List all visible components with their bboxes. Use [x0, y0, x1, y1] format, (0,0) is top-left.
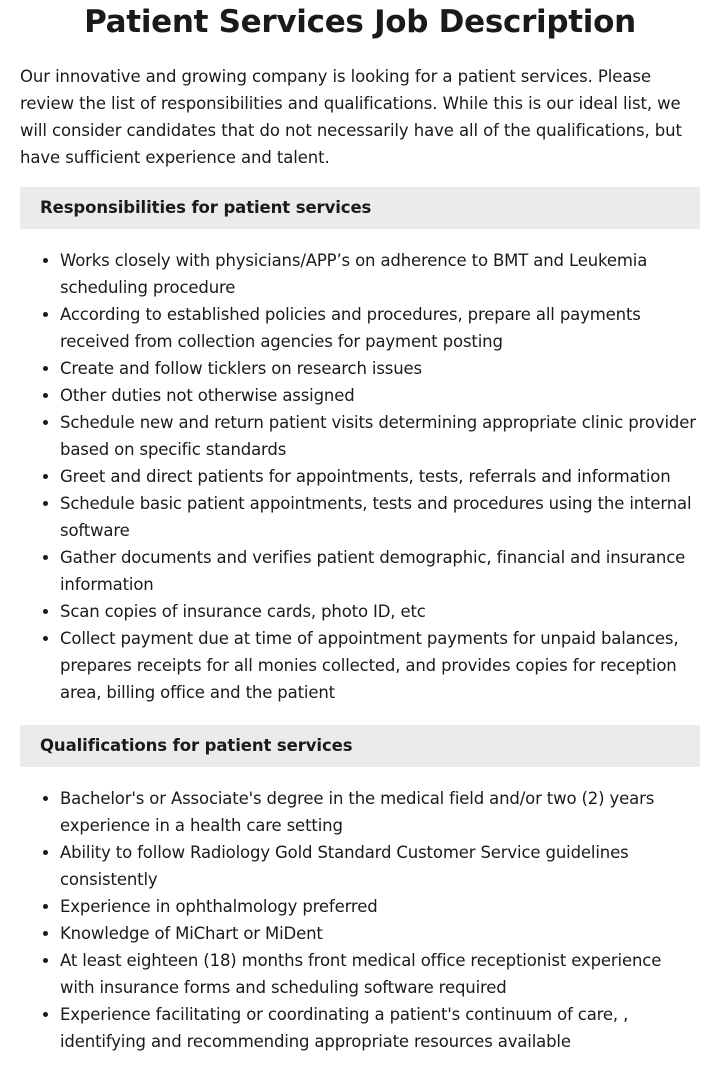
list-item: • Schedule basic patient appointments, tests and procedures using the internal software [60, 490, 700, 544]
list-item: • Experience in ophthalmology preferred [60, 893, 700, 920]
list-item: • Experience facilitating or coordinating a patient's continuum of care, , identifying and recommending appropriate resources available [60, 1001, 700, 1055]
list-item: • Schedule new and return patient visits determining appropriate clinic provider based on specific standards [60, 409, 700, 463]
list-item: • Other duties not otherwise assigned [60, 382, 700, 409]
list-item: • Create and follow ticklers on research issues [60, 355, 700, 382]
list-item: • Bachelor's or Associate's degree in the medical field and/or two (2) years experience in a health care setting [60, 785, 700, 839]
list-item: • Ability to follow Radiology Gold Standard Customer Service guidelines consistently [60, 839, 700, 893]
list-item: • Scan copies of insurance cards, photo ID, etc [60, 598, 700, 625]
responsibilities-list [20, 247, 700, 706]
list-item: • At least eighteen (18) months front medical office receptionist experience with insurance forms and scheduling software required [60, 947, 700, 1001]
list-item: • According to established policies and procedures, prepare all payments received from collection agencies for payment posting [60, 301, 700, 355]
page-title: Patient Services Job Description [84, 4, 636, 40]
qualifications-list [20, 785, 700, 1055]
list-item: • Works closely with physicians/APP’s on adherence to BMT and Leukemia scheduling procedure [60, 247, 700, 301]
list-item: • Gather documents and verifies patient demographic, financial and insurance information [60, 544, 700, 598]
list-item: • Greet and direct patients for appointments, tests, referrals and information [60, 463, 700, 490]
responsibilities-heading: Responsibilities for patient services [20, 187, 700, 229]
qualifications-heading: Qualifications for patient services [20, 725, 700, 767]
list-item: • Collect payment due at time of appointment payments for unpaid balances, prepares receipts for all monies collected, and provides copies for reception area, billing office and the patient [60, 625, 700, 706]
intro-paragraph: Our innovative and growing company is looking for a patient services. Please review the list of responsibilities and qualifications. While this is our ideal list, we will consider candidates that do not necessarily have all of the qualifications, but have sufficient experience and talent. [20, 67, 682, 167]
list-item: • Knowledge of MiChart or MiDent [60, 920, 700, 947]
